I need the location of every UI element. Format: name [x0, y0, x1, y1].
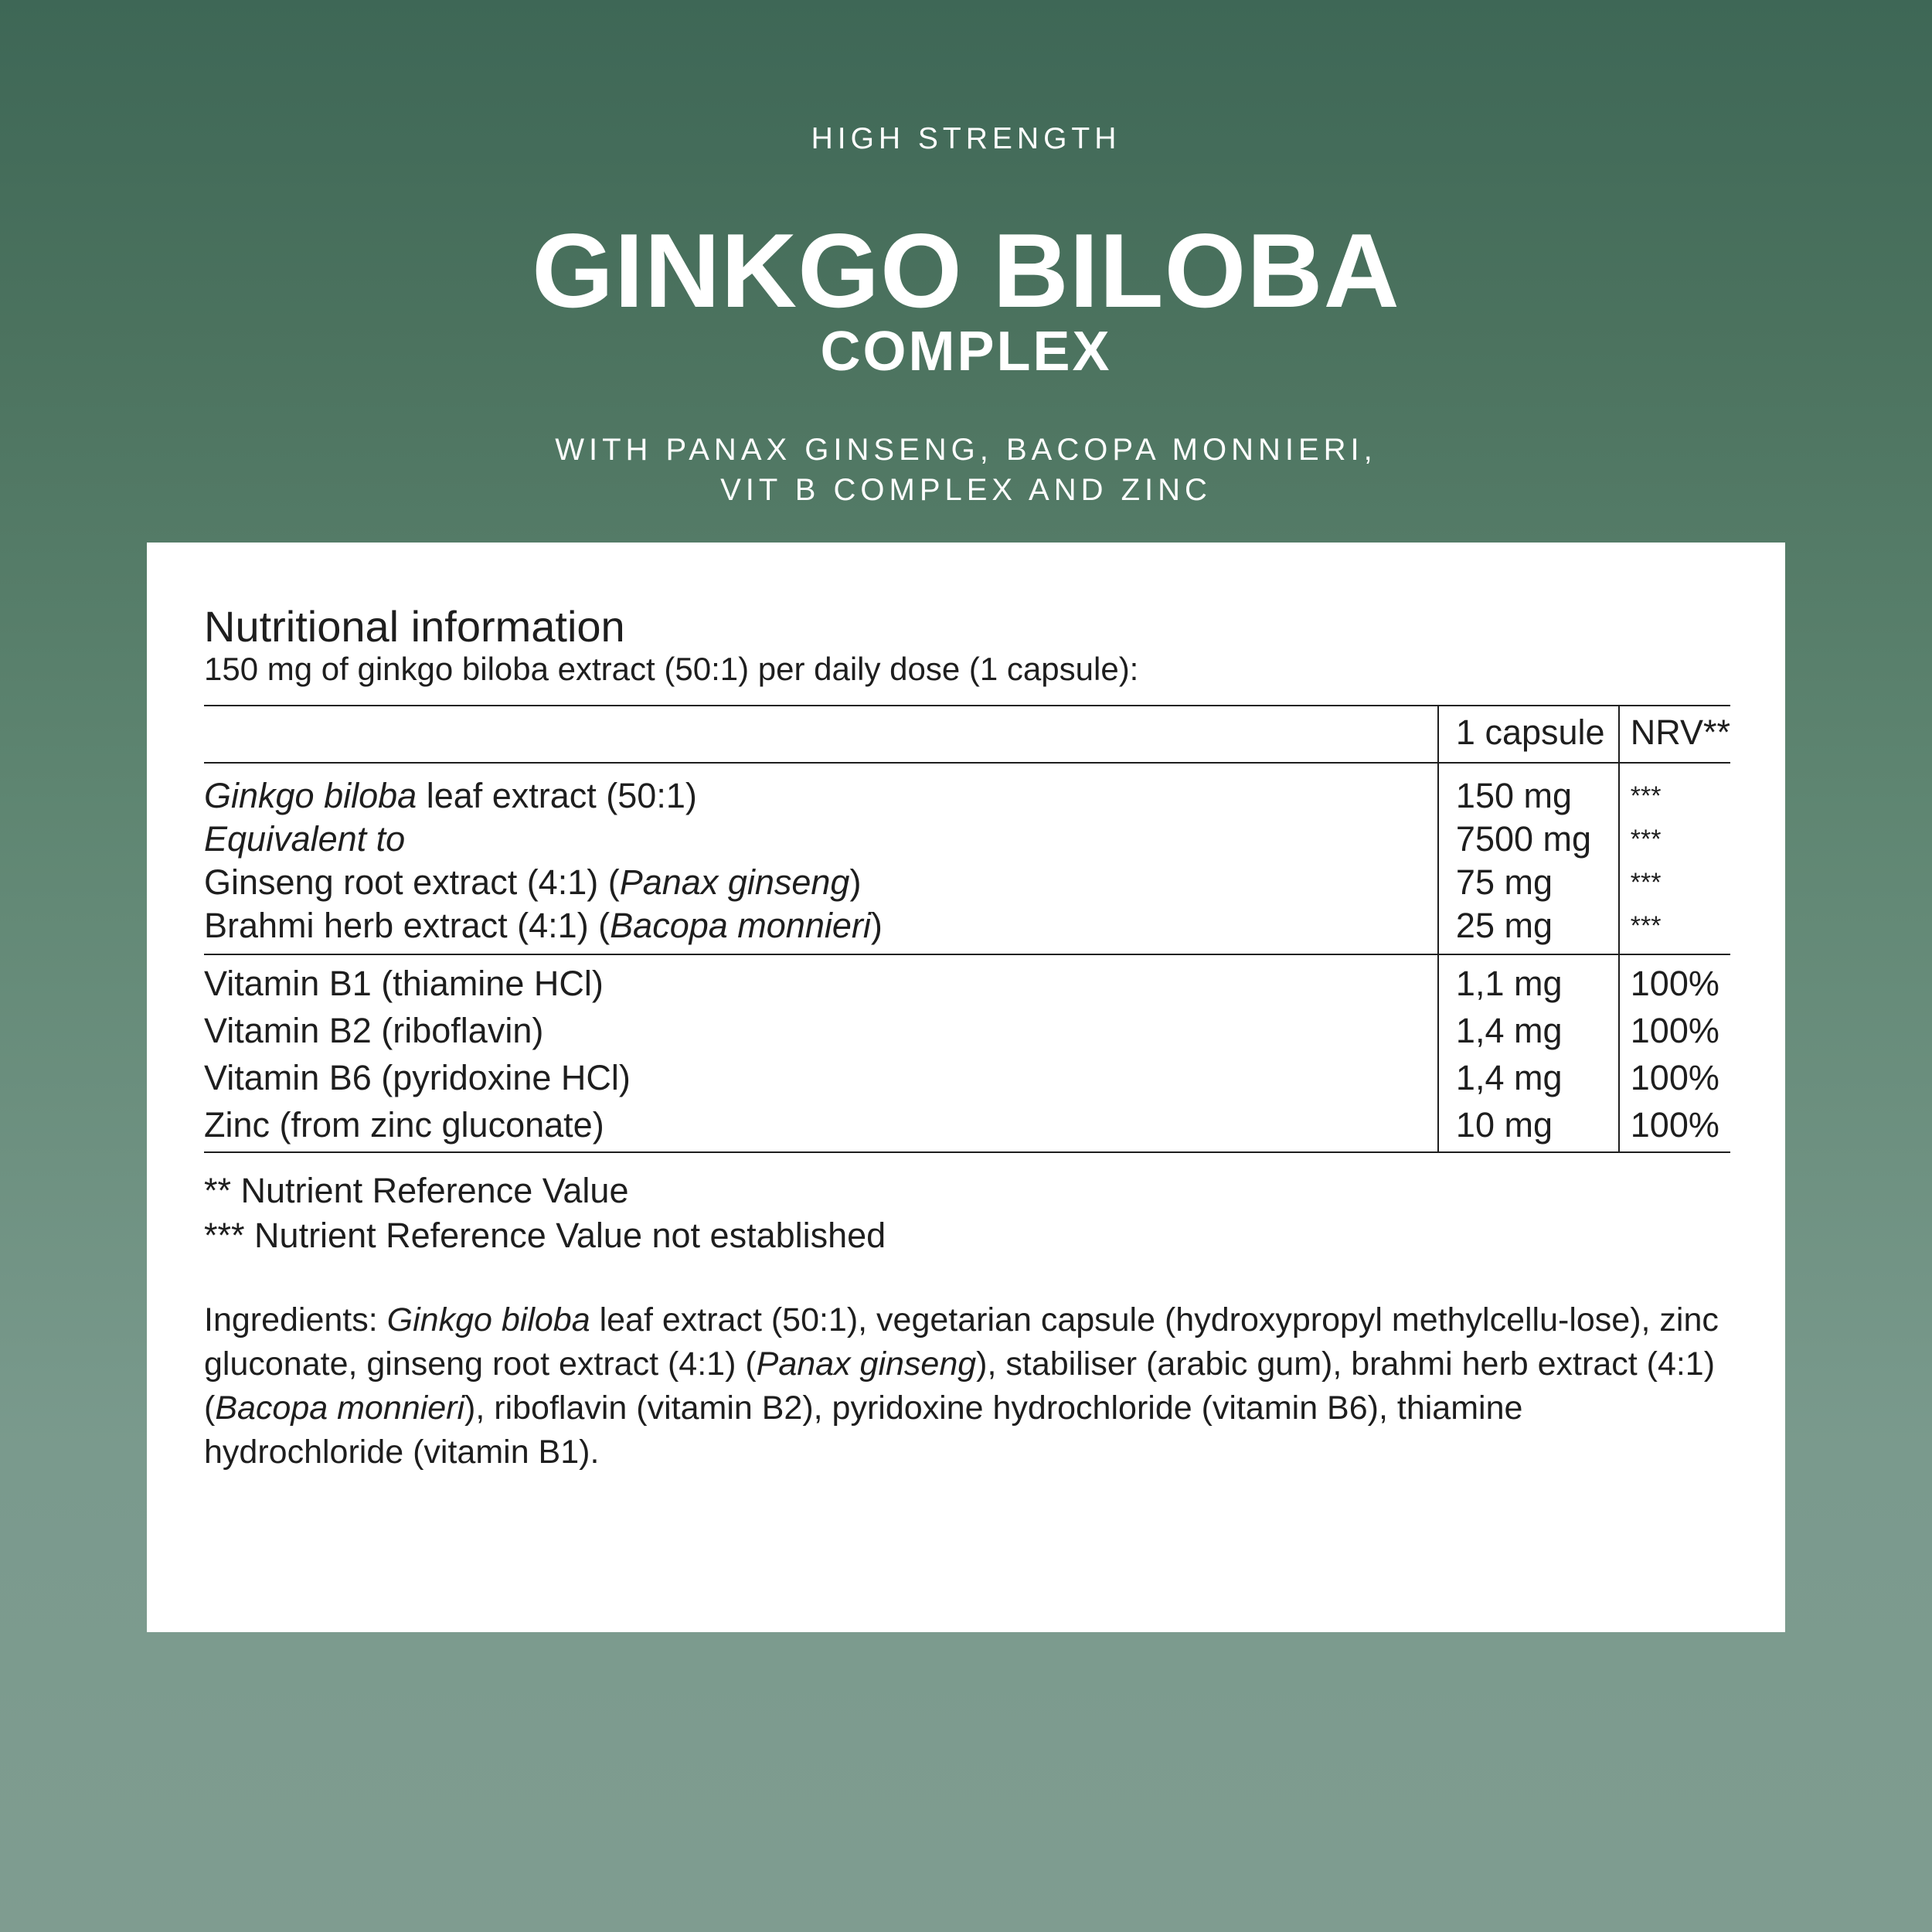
footnote-nrv-not-established: *** Nutrient Reference Value not established — [204, 1216, 886, 1255]
description-line-1: WITH PANAX GINSENG, BACOPA MONNIERI, — [555, 433, 1377, 467]
ingredients-part: ), stabiliser (arabic gum), brahmi herb extract (4:1) ( — [204, 1345, 1716, 1427]
description-line-2: VIT B COMPLEX AND ZINC — [720, 473, 1212, 507]
row-name: Brahmi herb extract (4:1) ( — [204, 906, 611, 945]
table-row — [204, 1007, 1730, 1054]
row-amount: 150 mg — [1438, 763, 1619, 818]
product-subtitle: COMPLEX — [820, 321, 1112, 383]
ingredients-text — [204, 1298, 1730, 1475]
footnotes — [204, 1168, 1730, 1258]
row-name: Vitamin B2 (riboflavin) — [204, 1011, 544, 1050]
row-amount: 10 mg — [1438, 1101, 1619, 1152]
row-amount: 25 mg — [1438, 904, 1619, 954]
panel-subtitle: 150 mg of ginkgo biloba extract (50:1) per daily dose (1 capsule): — [204, 651, 1139, 687]
row-nrv: *** — [1619, 904, 1730, 954]
product-title: GINKGO BILOBA — [532, 212, 1400, 329]
row-name: leaf extract (50:1) — [417, 776, 697, 815]
row-name-italic: Bacopa monnieri — [610, 906, 871, 945]
row-nrv: 100% — [1619, 1054, 1730, 1101]
panel-title: Nutritional information — [204, 602, 625, 651]
row-name-end: ) — [849, 862, 862, 902]
ingredients-part: leaf extract (50:1), vegetarian capsule (hydroxypropyl methylcellu-lose), zinc gluconate, ginseng root extract (4:1) ( — [204, 1301, 1719, 1383]
table-header-row — [204, 706, 1730, 763]
column-header-nrv: NRV** — [1619, 706, 1730, 763]
footnote-nrv: ** Nutrient Reference Value — [204, 1171, 629, 1210]
ingredients-italic: Panax ginseng — [756, 1345, 977, 1383]
row-name: Ginseng root extract (4:1) ( — [204, 862, 620, 902]
table-row — [204, 904, 1730, 954]
row-amount: 75 mg — [1438, 861, 1619, 904]
row-name-italic: Panax ginseng — [619, 862, 850, 902]
ingredients-italic: Bacopa monnieri — [215, 1389, 465, 1427]
table-row — [204, 861, 1730, 904]
table-row — [204, 763, 1730, 818]
ingredients-italic: Ginkgo biloba — [386, 1301, 590, 1338]
nutrition-panel — [147, 543, 1785, 1632]
table-row — [204, 818, 1730, 861]
row-name: Vitamin B1 (thiamine HCl) — [204, 964, 604, 1003]
row-nrv: 100% — [1619, 1007, 1730, 1054]
row-name-italic: Equivalent to — [204, 819, 406, 859]
ingredients-label: Ingredients: — [204, 1301, 387, 1338]
table-row — [204, 1101, 1730, 1152]
row-name: Zinc (from zinc gluconate) — [204, 1101, 1438, 1152]
row-nrv: 100% — [1619, 954, 1730, 1007]
row-amount: 1,1 mg — [1438, 954, 1619, 1007]
row-amount: 7500 mg — [1438, 818, 1619, 861]
column-header-amount: 1 capsule — [1438, 706, 1619, 763]
row-name: Vitamin B6 (pyridoxine HCl) — [204, 1058, 631, 1097]
nutrition-table — [204, 705, 1730, 1153]
row-nrv: *** — [1619, 818, 1730, 861]
table-row — [204, 954, 1730, 1007]
row-amount: 1,4 mg — [1438, 1054, 1619, 1101]
table-row — [204, 1054, 1730, 1101]
row-nrv: *** — [1619, 763, 1730, 818]
ingredients-part: ), riboflavin (vitamin B2), pyridoxine hydrochloride (vitamin B6), thiamine hydrochloride (vitamin B1). — [204, 1389, 1523, 1471]
row-nrv: 100% — [1619, 1101, 1730, 1152]
row-name-italic: Ginkgo biloba — [204, 776, 417, 815]
row-name-end: ) — [870, 906, 883, 945]
eyebrow-label: HIGH STRENGTH — [811, 122, 1121, 155]
row-nrv: *** — [1619, 861, 1730, 904]
product-description — [0, 430, 1932, 510]
row-amount: 1,4 mg — [1438, 1007, 1619, 1054]
